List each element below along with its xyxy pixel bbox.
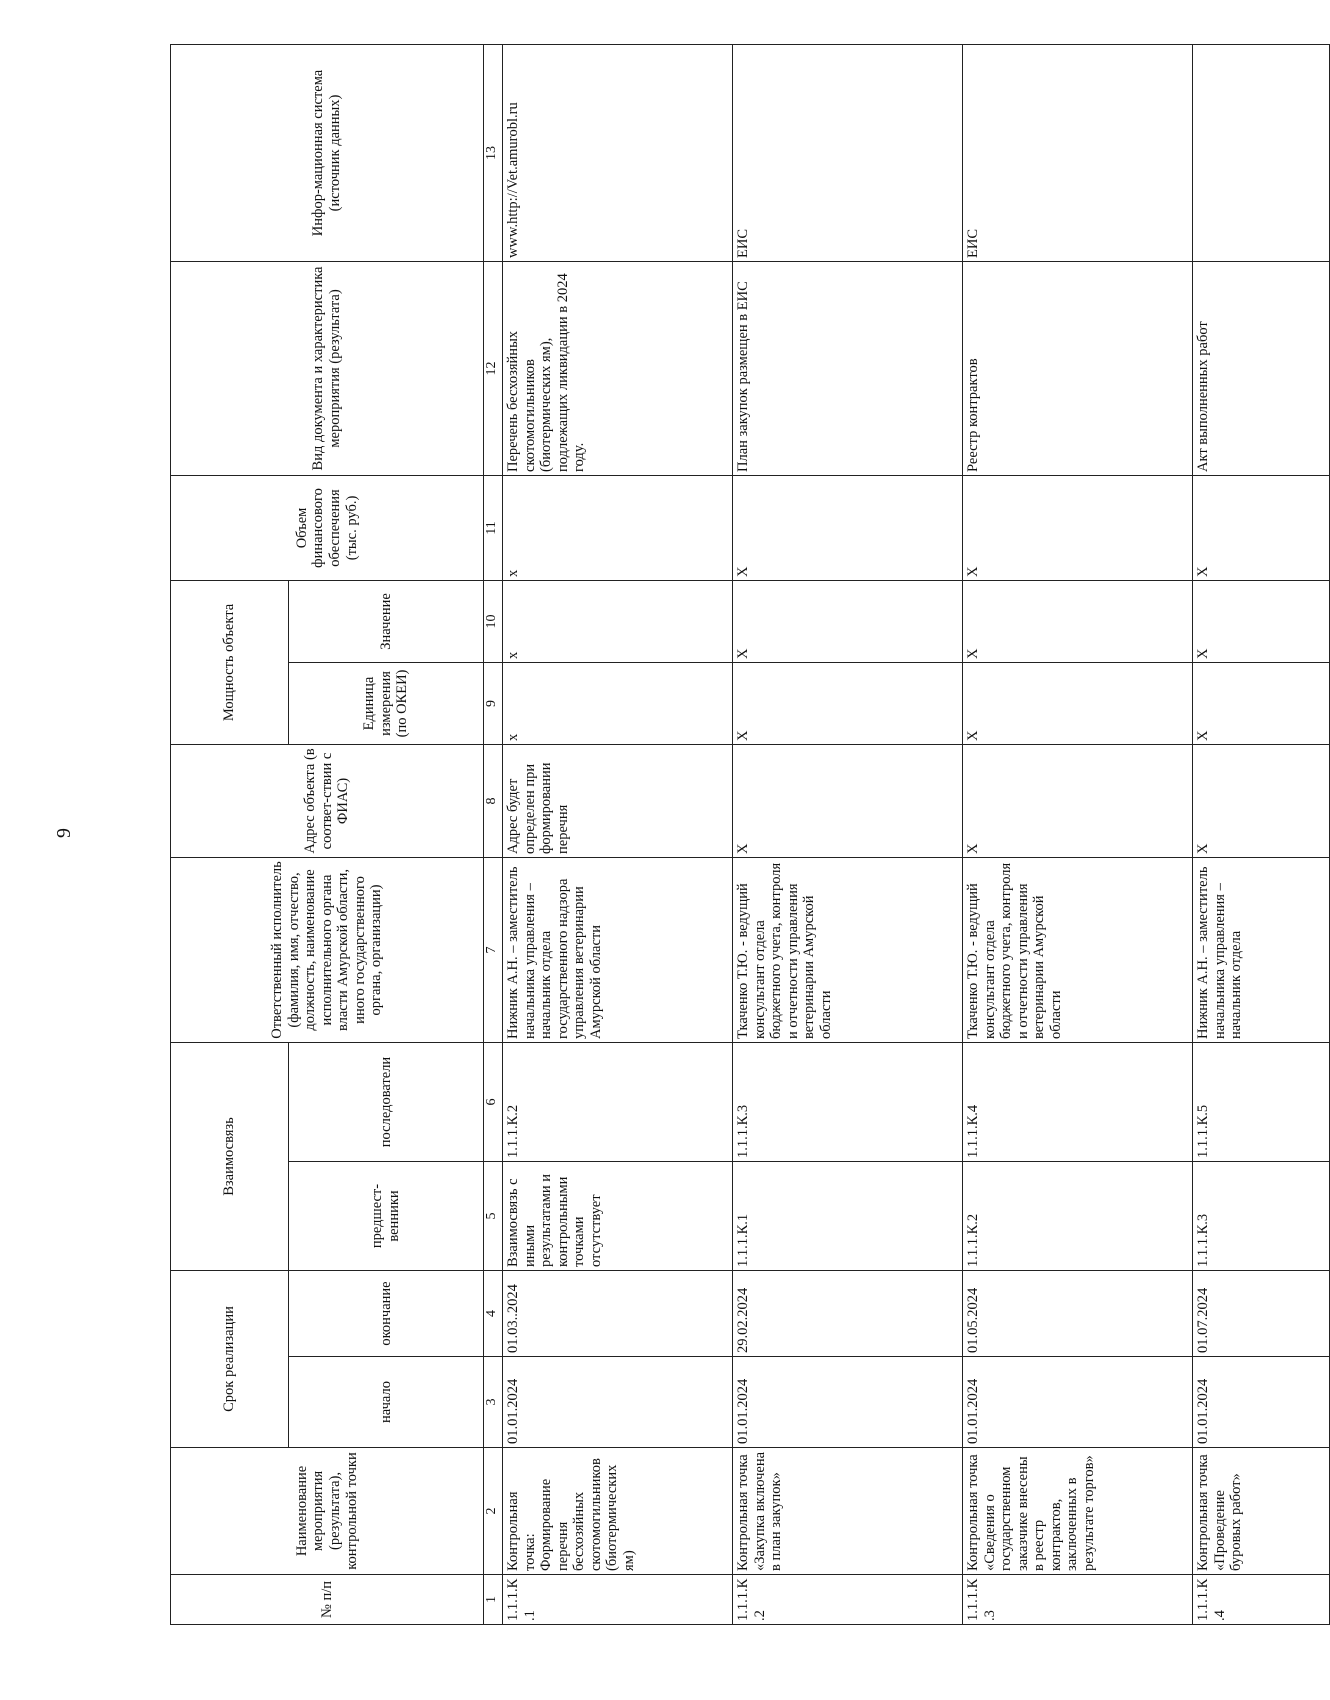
cell-start: 01.01.2024 xyxy=(733,1357,963,1448)
cell-funding: x xyxy=(503,475,733,580)
cell-address: Адрес будет определен при формировании перечня xyxy=(503,744,733,857)
table-row xyxy=(733,44,963,1624)
cell-start: 01.01.2024 xyxy=(963,1357,1193,1448)
cell-doc: Акт выполненных работ xyxy=(1193,261,1330,475)
cell-successors: 1.1.1.К.4 xyxy=(963,1042,1193,1161)
cell-unit: x xyxy=(503,662,733,744)
header-successors: последователи xyxy=(289,1042,484,1161)
column-number: 7 xyxy=(484,857,503,1042)
cell-end: 01.03..2024 xyxy=(503,1271,733,1357)
header-end: окончание xyxy=(289,1271,484,1357)
column-number: 6 xyxy=(484,1042,503,1161)
cell-predecessors: 1.1.1.К.3 xyxy=(1193,1162,1330,1271)
cell-funding: X xyxy=(1193,475,1330,580)
cell-end: 01.05.2024 xyxy=(963,1271,1193,1357)
cell-start: 01.01.2024 xyxy=(1193,1357,1330,1448)
column-number: 5 xyxy=(484,1162,503,1271)
cell-end: 29.02.2024 xyxy=(733,1271,963,1357)
cell-unit: X xyxy=(733,662,963,744)
cell-doc: Реестр контрактов xyxy=(963,261,1193,475)
cell-value: X xyxy=(733,580,963,662)
cell-predecessors: Взаимосвязь с иными результатами и контрольными точками отсутствует xyxy=(503,1162,733,1271)
cell-doc: План закупок размещен в ЕИС xyxy=(733,261,963,475)
cell-unit: X xyxy=(963,662,1193,744)
header-address: Адрес объекта (в соответ-ствии с ФИАС) xyxy=(171,744,484,857)
cell-responsible: Ткаченко Т.Ю. - ведущий консультант отдела бюджетного учета, контроля и отчетности управления ветеринарии Амурской области xyxy=(963,857,1193,1042)
cell-predecessors: 1.1.1.К.2 xyxy=(963,1162,1193,1271)
cell-address: X xyxy=(733,744,963,857)
header-period: Срок реализации xyxy=(171,1271,289,1448)
table-row xyxy=(503,44,733,1624)
cell-successors: 1.1.1.К.2 xyxy=(503,1042,733,1161)
plan-table xyxy=(170,44,1330,1625)
header-row-1 xyxy=(171,44,289,1624)
table-row xyxy=(963,44,1193,1624)
cell-num: 1.1.1.К.3 xyxy=(963,1575,1193,1625)
column-number: 12 xyxy=(484,261,503,475)
cell-system: ЕИС xyxy=(733,44,963,261)
header-funding: Объем финансового обеспечения (тыс. руб.) xyxy=(171,475,484,580)
cell-unit: X xyxy=(1193,662,1330,744)
cell-funding: X xyxy=(963,475,1193,580)
column-number: 9 xyxy=(484,662,503,744)
header-relation: Взаимосвязь xyxy=(171,1042,289,1270)
cell-funding: X xyxy=(733,475,963,580)
cell-num: 1.1.1.К.4 xyxy=(1193,1575,1330,1625)
header-responsible: Ответственный исполнитель (фамилия, имя, отчество, должность, наименование исполнительного органа власти Амурской области, иного государственного органа, организации) xyxy=(171,857,484,1042)
cell-responsible: Нижник А.Н. – заместитель начальника управления – начальник отдела xyxy=(1193,857,1330,1042)
cell-name: Контрольная точка: Формирование перечня бесхозяйных скотомогильников (биотермических ям) xyxy=(503,1448,733,1575)
table-row xyxy=(1193,44,1330,1624)
header-num: № п/п xyxy=(171,1575,484,1625)
cell-name: Контрольная точка «Проведение буровых работ» xyxy=(1193,1448,1330,1575)
rotated-page xyxy=(170,45,1245,1625)
column-number: 2 xyxy=(484,1448,503,1575)
header-doc: Вид документа и характеристика мероприятия (результата) xyxy=(171,261,484,475)
cell-successors: 1.1.1.К.3 xyxy=(733,1042,963,1161)
cell-responsible: Ткаченко Т.Ю. - ведущий консультант отдела бюджетного учета, контроля и отчетности управления ветеринарии Амурской области xyxy=(733,857,963,1042)
column-number-row xyxy=(484,44,503,1624)
cell-end: 01.07.2024 xyxy=(1193,1271,1330,1357)
cell-predecessors: 1.1.1.К.1 xyxy=(733,1162,963,1271)
cell-start: 01.01.2024 xyxy=(503,1357,733,1448)
header-system: Инфор-мационная система (источник данных) xyxy=(171,44,484,261)
header-capacity: Мощность объекта xyxy=(171,580,289,744)
cell-num: 1.1.1.К.2 xyxy=(733,1575,963,1625)
cell-value: X xyxy=(963,580,1193,662)
column-number: 8 xyxy=(484,744,503,857)
cell-name: Контрольная точка «Закупка включена в план закупок» xyxy=(733,1448,963,1575)
cell-system: ЕИС xyxy=(963,44,1193,261)
cell-system xyxy=(1193,44,1330,261)
header-start: начало xyxy=(289,1357,484,1448)
column-number: 13 xyxy=(484,44,503,261)
cell-doc: Перечень бесхозяйных скотомогильников (биотермических ям), подлежащих ликвидации в 2024 году. xyxy=(503,261,733,475)
cell-value: x xyxy=(503,580,733,662)
cell-num: 1.1.1.К.1 xyxy=(503,1575,733,1625)
cell-system: www.http://Vet.amurobl.ru xyxy=(503,44,733,261)
cell-address: X xyxy=(1193,744,1330,857)
header-predecessors: предшест-венники xyxy=(289,1162,484,1271)
cell-responsible: Нижник А.Н. – заместитель начальника управления – начальник отдела государственного надзора управления ветеринарии Амурской области xyxy=(503,857,733,1042)
column-number: 10 xyxy=(484,580,503,662)
column-number: 11 xyxy=(484,475,503,580)
cell-value: X xyxy=(1193,580,1330,662)
cell-successors: 1.1.1.К.5 xyxy=(1193,1042,1330,1161)
header-name: Наименование мероприятия (результата), контрольной точки xyxy=(171,1448,484,1575)
cell-name: Контрольная точка «Сведения о государственном заказчике внесены в реестр контрактов, заключенных в результате торгов» xyxy=(963,1448,1193,1575)
page-number: 9 xyxy=(53,828,75,838)
header-value: Значение xyxy=(289,580,484,662)
header-unit: Единица измерения (по ОКЕИ) xyxy=(289,662,484,744)
column-number: 4 xyxy=(484,1271,503,1357)
column-number: 3 xyxy=(484,1357,503,1448)
column-number: 1 xyxy=(484,1575,503,1625)
cell-address: X xyxy=(963,744,1193,857)
